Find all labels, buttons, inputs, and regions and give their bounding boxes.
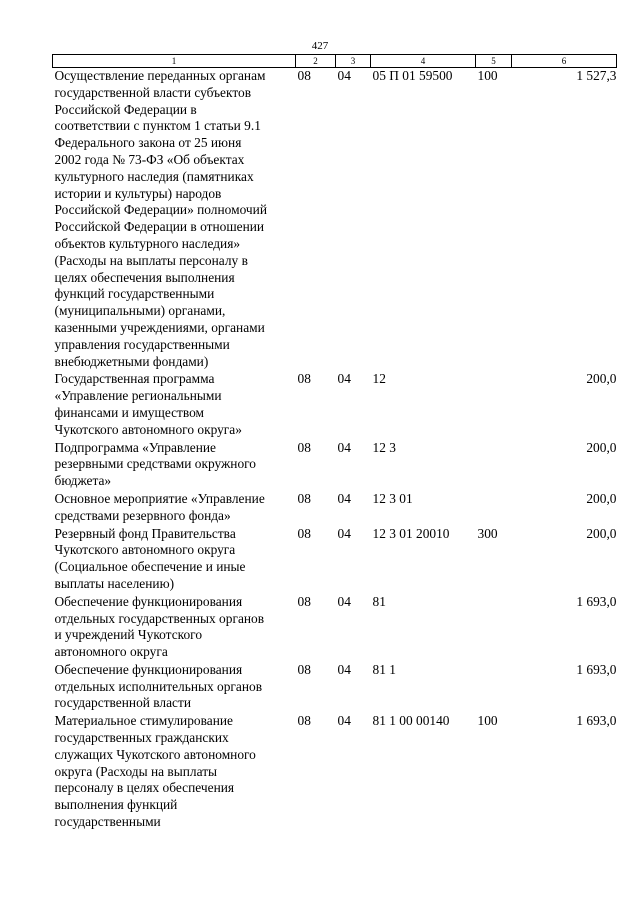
table-row	[53, 594, 617, 662]
row-amount-cell: 200,0	[586, 439, 617, 455]
row-target-cell: 81 1	[372, 661, 396, 677]
page-number: 427	[311, 40, 329, 52]
row-name-cell: Обеспечение функционирования отдельных исполнительных органов государственной власти	[54, 661, 263, 711]
row-subsection-cell: 04	[337, 593, 351, 609]
row-subsection-cell: 04	[337, 439, 351, 455]
row-amount-cell: 1 693,0	[576, 593, 617, 609]
row-subsection-cell: 04	[337, 525, 351, 541]
row-expense-cell: 100	[477, 68, 498, 83]
col-header-amount: 6	[512, 55, 617, 68]
table-row	[53, 491, 617, 526]
row-name-cell: Государственная программа «Управление региональными финансами и имуществом Чукотского автономного округа»	[54, 371, 242, 437]
table-row	[53, 440, 617, 491]
row-expense-cell: 100	[477, 713, 498, 729]
row-subsection-cell: 04	[337, 713, 351, 729]
table-row	[53, 371, 617, 439]
row-target-cell: 05 П 01 59500	[372, 68, 453, 83]
row-target-cell: 81	[372, 593, 386, 609]
table-row	[53, 68, 617, 372]
row-subsection-cell: 04	[337, 490, 351, 506]
row-section-cell: 08	[297, 525, 311, 541]
row-target-cell: 12 3	[372, 439, 396, 455]
table-row	[53, 526, 617, 594]
row-target-cell: 12 3 01	[372, 490, 413, 506]
row-target-cell: 81 1 00 00140	[372, 713, 450, 729]
col-header-section: 2	[296, 55, 336, 68]
row-amount-cell: 1 527,3	[576, 68, 617, 83]
row-section-cell: 08	[297, 371, 311, 387]
row-section-cell: 08	[297, 68, 311, 83]
row-amount-cell: 1 693,0	[576, 713, 617, 729]
table-row	[53, 713, 617, 832]
col-header-name: 1	[53, 55, 296, 68]
row-expense-cell	[476, 371, 512, 439]
row-section-cell: 08	[297, 593, 311, 609]
header-row	[53, 55, 617, 68]
row-expense-cell	[476, 662, 512, 713]
row-section-cell: 08	[297, 713, 311, 729]
row-subsection-cell: 04	[337, 371, 351, 387]
row-amount-cell: 200,0	[586, 371, 617, 387]
table-row	[53, 662, 617, 713]
row-expense-cell	[476, 594, 512, 662]
budget-table	[52, 54, 617, 832]
col-header-expense: 5	[476, 55, 512, 68]
row-subsection-cell: 04	[337, 661, 351, 677]
row-name-cell: Обеспечение функционирования отдельных государственных органов и учреждений Чукотского автономного округа	[54, 593, 265, 660]
col-header-target: 4	[371, 55, 476, 68]
row-section-cell: 08	[297, 439, 311, 455]
row-amount-cell: 200,0	[586, 490, 617, 506]
row-section-cell: 08	[297, 661, 311, 677]
row-name-cell: Материальное стимулирование государственных гражданских служащих Чукотского автономного округа (Расходы на выплаты персоналу в целях обеспечения выполнения функций государственными	[54, 713, 256, 830]
row-name-cell: Резервный фонд Правительства Чукотского автономного округа (Социальное обеспечение и иные выплаты населению)	[54, 525, 246, 591]
row-name-cell: Осуществление переданных органам государственной власти субъектов Российской Федерации в соответствии с пунктом 1 статьи 9.1 Федерального закона от 25 июня 2002 года № 73-ФЗ «Об объектах культурного наследия (памятниках истории и культуры) народов Российской Федерации» полномочий Российской Федерации в отношении объектов культурного наследия» (Расходы на выплаты персоналу в целях обеспечения выполнения функций государственными (муниципальными) органами, казенными учреждениями, органами управления государственными внебюджетными фондами)	[54, 68, 267, 369]
row-name-cell: Основное мероприятие «Управление средствами резервного фонда»	[54, 490, 265, 523]
row-expense-cell: 300	[477, 525, 498, 541]
row-expense-cell	[476, 440, 512, 491]
row-name-cell: Подпрограмма «Управление резервными средствами окружного бюджета»	[54, 439, 256, 489]
row-amount-cell: 200,0	[586, 525, 617, 541]
row-amount-cell: 1 693,0	[576, 661, 617, 677]
row-section-cell: 08	[297, 490, 311, 506]
row-expense-cell	[476, 491, 512, 526]
col-header-subsection: 3	[336, 55, 371, 68]
row-target-cell: 12 3 01 20010	[372, 525, 450, 541]
row-subsection-cell: 04	[337, 68, 351, 83]
row-target-cell: 12	[372, 371, 386, 387]
